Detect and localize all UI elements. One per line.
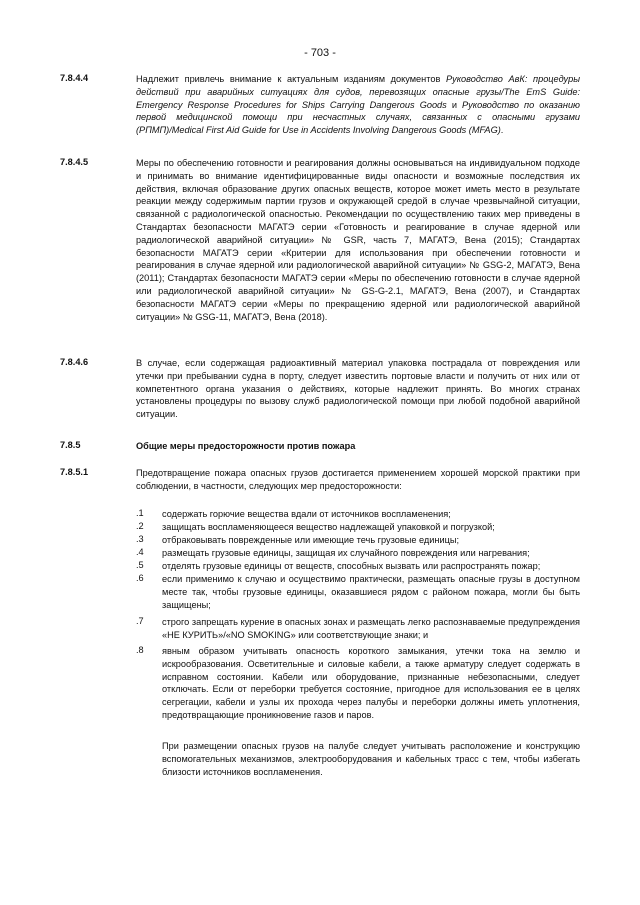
text-part: . — [500, 125, 504, 136]
section-heading: Общие меры предосторожности против пожара — [136, 441, 356, 451]
section-text: Меры по обеспечению готовности и реагирования должны основываться на индивидуальном подходе и принимать во внимание идентифицированные виды опасности и возможные последствия их действия, включая образование других опасных веществ, которое может иметь место в результате реакции между содержимым партии грузов и окружающей средой в случае чрезвычайной ситуации, связанной с радиологической опасностью. Рекомендации по осуществлению таких мер приведены в Стандартах безопасности МАГАТЭ серии «Готовность и реагирование в случае ядерной или радиологической аварийной ситуации» № GSR, часть 7, МАГАТЭ, Вена (2015); Стандартах безопасности МАГАТЭ серии «Критерии для использования при обеспечении готовности и реагирования в случае ядерной или радиологической аварийной ситуации» № GSG-2, МАГАТЭ, Вена (2011); Стандартах безопасности МАГАТЭ серии «Меры по обеспечению готовности в случае ядерной или радиологической аварийной ситуации» № GS-G-2.1, МАГАТЭ, Вена (2007), и Стандартах безопасности МАГАТЭ серии «Меры по прекращению ядерной или радиологической аварийной ситуации» № GSG-11, МАГАТЭ, Вена (2018). — [136, 158, 580, 322]
list-text: защищать воспламеняющееся вещество надлежащей упаковкой и погрузкой; — [162, 522, 495, 532]
page-number: - 703 - — [304, 47, 336, 59]
section-intro: Предотвращение пожара опасных грузов достигается применением хорошей морской практики при соблюдении, в частности, следующих мер предосторожности: — [136, 468, 580, 491]
closing-text: При размещении опасных грузов на палубе следует учитывать расположение и конструкцию вспомогательных механизмов, электрооборудования и кабельных трасс с тем, чтобы избегать близости источников воспламенения. — [162, 741, 580, 777]
list-number: .3 — [136, 534, 144, 544]
document-title-ems: Руководство АвК: процедуры действий при аварийных ситуациях для судов, перевозящих опасные грузы/The EmS Guide: Emergency Response Procedures for Ships Carrying Dangerous Goods — [136, 74, 581, 110]
section-text: В случае, если содержащая радиоактивный материал упаковка пострадала от повреждения или утечки при пребывании судна в порту, следует известить портовые власти и получить от них или от компетентного органа указания о действиях, которые надлежит принять. Во многих странах установлены процедуры по вызову служб радиологической помощи при любой подобной аварийной ситуации. — [136, 358, 580, 420]
section-number: 7.8.5.1 — [60, 467, 89, 477]
list-text: размещать грузовые единицы, защищая их случайного повреждения или нагревания; — [162, 548, 530, 558]
list-text: если применимо к случаю и осуществимо практически, размещать опасные грузы в доступном месте так, чтобы грузовые единицы, оказавшиеся рядом с районом пожара, могли бы быть защищены; — [162, 574, 580, 610]
section-number: 7.8.4.5 — [60, 157, 89, 167]
section-number: 7.8.5 — [60, 440, 81, 450]
list-number: .4 — [136, 547, 144, 557]
list-number: .8 — [136, 645, 144, 655]
text-part: и — [446, 99, 463, 110]
text-part: Надлежит привлечь внимание к актуальным изданиям документов — [136, 74, 446, 84]
section-number: 7.8.4.4 — [60, 73, 89, 83]
section-number: 7.8.4.6 — [60, 357, 89, 367]
section-text — [136, 73, 580, 137]
list-number: .1 — [136, 508, 144, 518]
list-number: .7 — [136, 616, 144, 626]
list-number: .2 — [136, 521, 144, 531]
list-text: отделять грузовые единицы от веществ, способных вызвать или распространять пожар; — [162, 561, 541, 571]
document-title-mfag: Руководство по оказанию первой медицинской помощи при несчастных случаях, связанных с опасными грузами (РПМП)/Medical First Aid Guide for Use in Accidents Involving Dangerous Goods (MFAG) — [136, 99, 580, 136]
list-text: отбраковывать поврежденные или имеющие течь грузовые единицы; — [162, 535, 460, 545]
list-text: строго запрещать курение в опасных зонах и размещать легко распознаваемые предупреждения «НЕ КУРИТЬ»/«NO SMOKING» или соответствующие знаки; и — [162, 617, 580, 640]
list-text: содержать горючие вещества вдали от источников воспламенения; — [162, 509, 451, 519]
list-text: явным образом учитывать опасность короткого замыкания, утечки тока на землю и искрообразования. Осветительные и силовые кабели, а также арматуру следует содержать в исправном состоянии. Кабели или оборудование, признанные небезопасными, следует отключать. Если от переборки требуется состояние, пригодное для использования ее в целях сегрегации, кабели и узлы их прохода через палубы и переборки должны иметь уплотнения, предотвращающие проникновение газов и паров. — [162, 646, 580, 720]
list-number: .5 — [136, 560, 144, 570]
list-number: .6 — [136, 573, 144, 583]
